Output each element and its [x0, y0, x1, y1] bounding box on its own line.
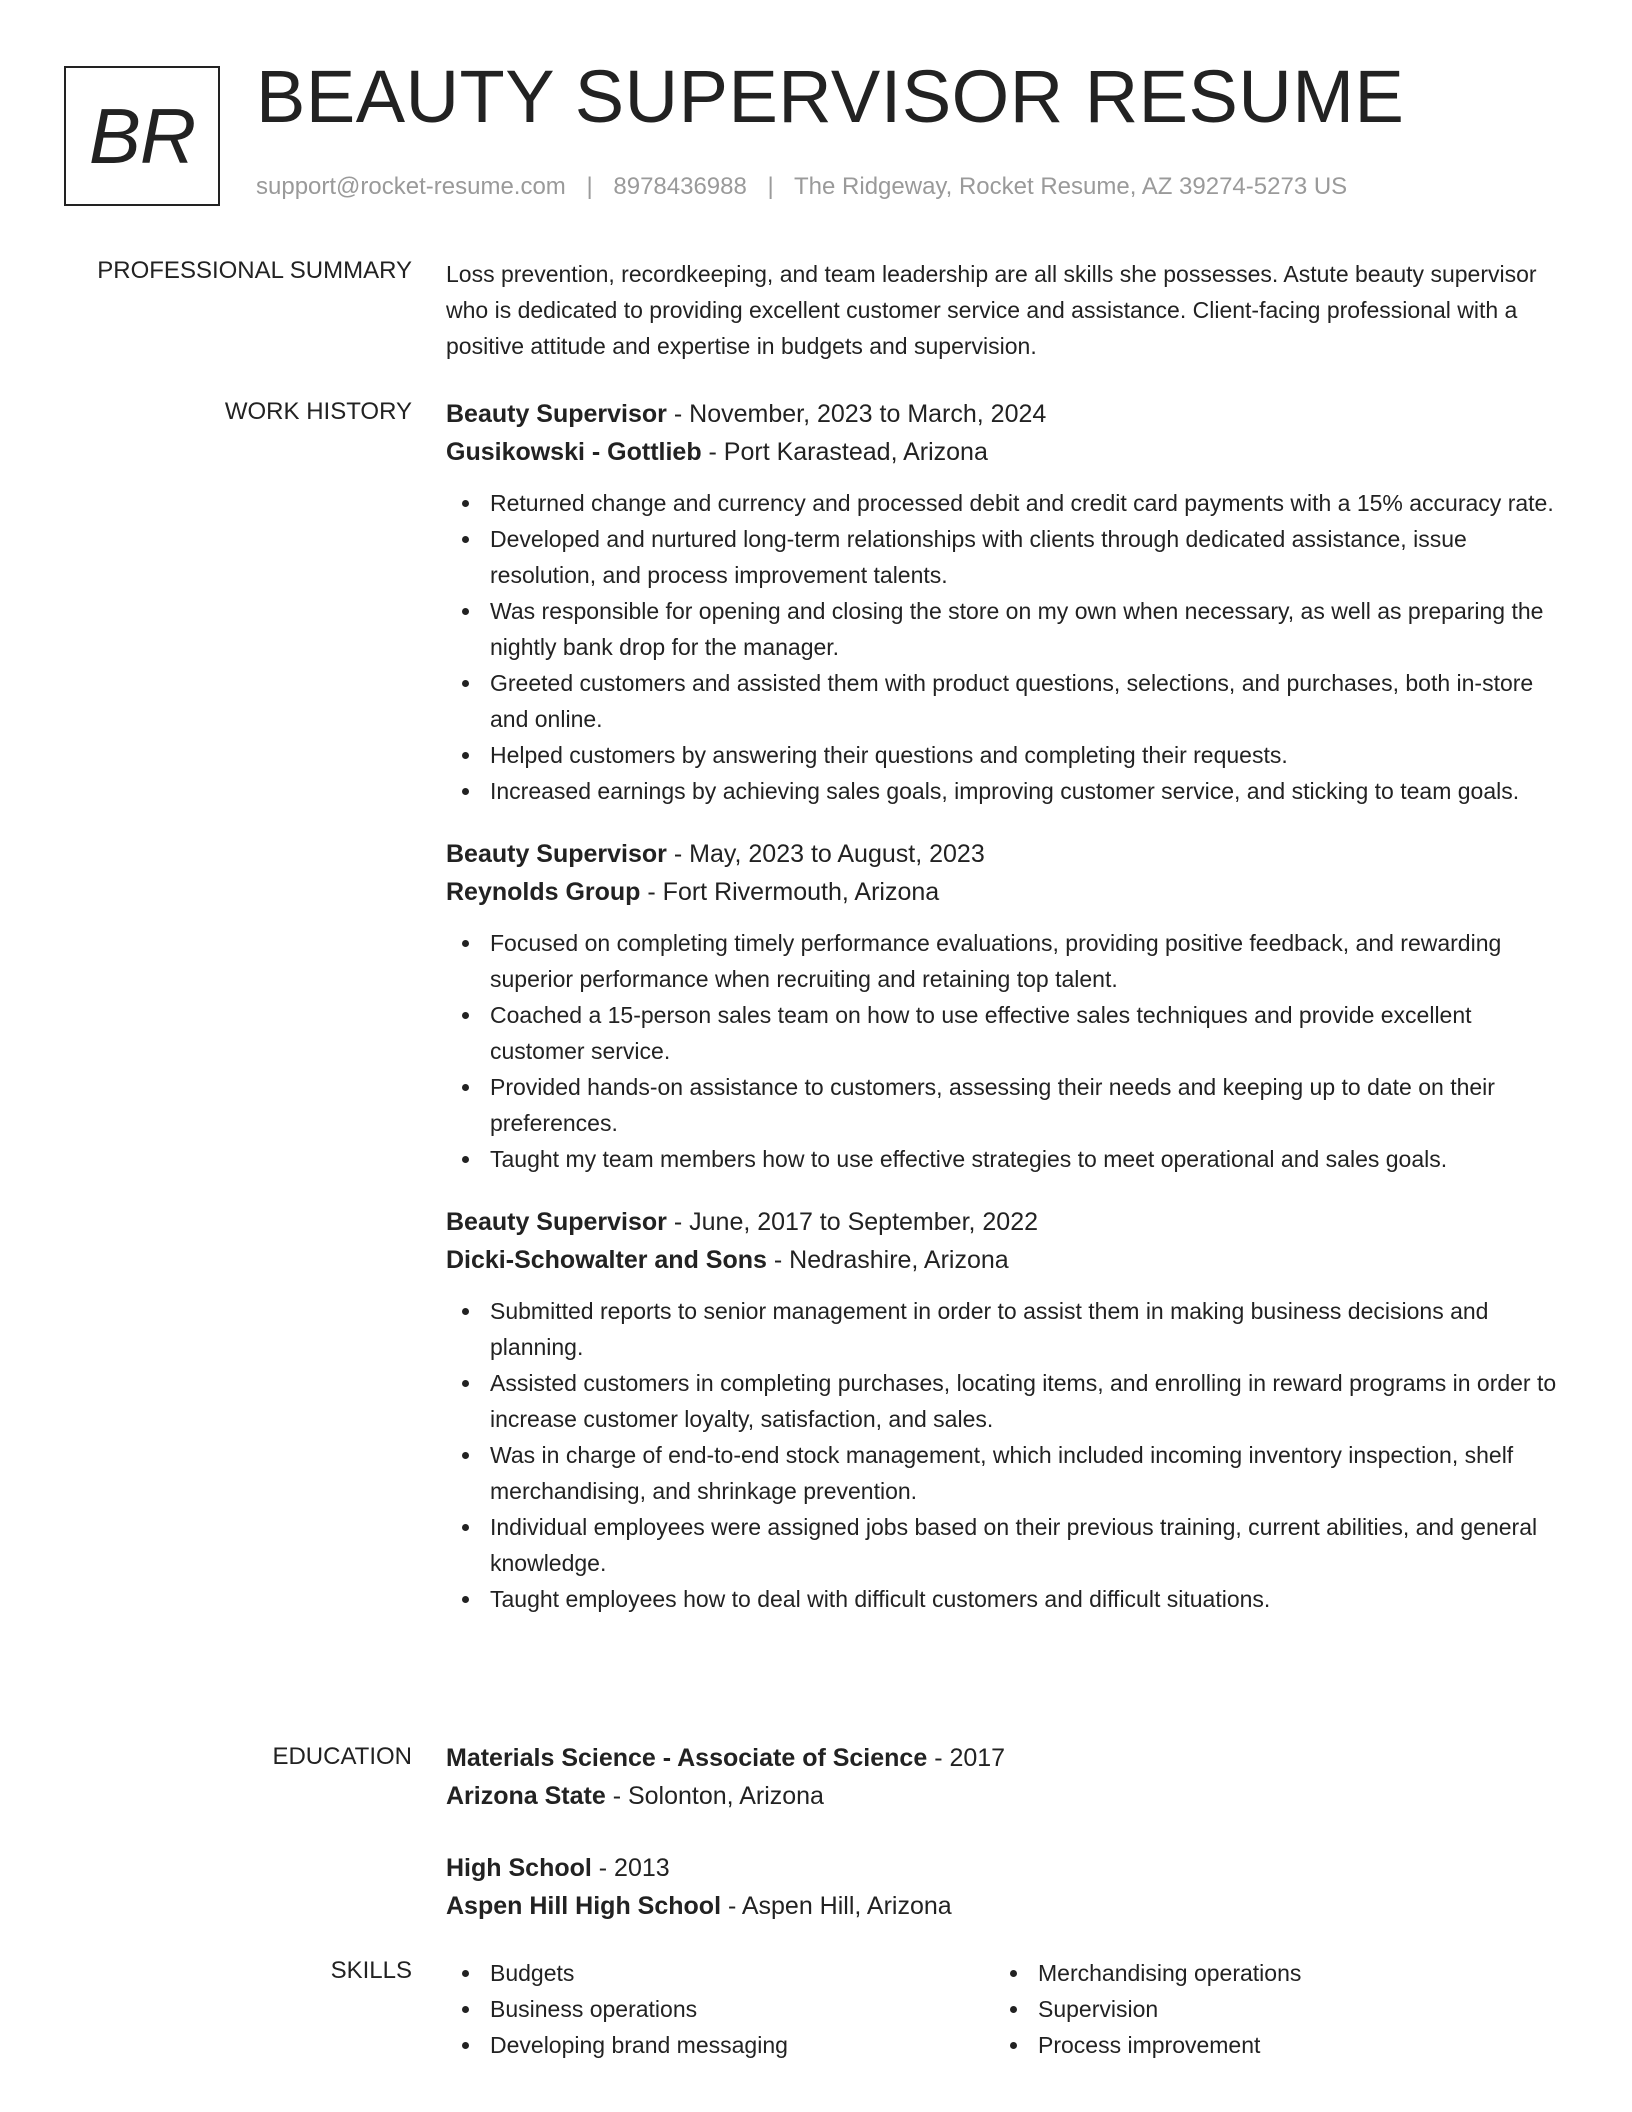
education-section [446, 1739, 1562, 1959]
job-bullets [446, 485, 1562, 809]
job-bullet: Was responsible for opening and closing the store on my own when necessary, as well as preparing the nightly bank drop for the manager. [446, 593, 1562, 665]
job-company-line [446, 1241, 1562, 1279]
education-year: - 2013 [591, 1854, 670, 1882]
job-title: Beauty Supervisor [446, 400, 667, 428]
job-bullet: Individual employees were assigned jobs based on their previous training, current abilities, and general knowledge. [446, 1509, 1562, 1581]
skills-grid [446, 1955, 1562, 2063]
job-company: Dicki-Schowalter and Sons [446, 1246, 767, 1274]
job-bullet: Increased earnings by achieving sales goals, improving customer service, and sticking to team goals. [446, 773, 1562, 809]
skills-column-left [446, 1955, 994, 2063]
education-location: - Aspen Hill, Arizona [721, 1892, 952, 1920]
contact-separator: | [586, 173, 593, 200]
education-degree: Materials Science - Associate of Science [446, 1744, 928, 1772]
job-bullets [446, 1293, 1562, 1617]
education-school: Aspen Hill High School [446, 1892, 722, 1920]
job-entry [446, 395, 1562, 809]
education-school: Arizona State [446, 1782, 606, 1810]
job-bullet: Submitted reports to senior management in order to assist them in making business decisions and planning. [446, 1293, 1562, 1365]
section-label-work-history: WORK HISTORY [224, 398, 412, 425]
job-title-line [446, 835, 1562, 873]
skill-item: Business operations [446, 1991, 994, 2027]
section-label-summary: PROFESSIONAL SUMMARY [97, 257, 412, 284]
work-history-section [446, 395, 1562, 1643]
job-company: Reynolds Group [446, 878, 641, 906]
job-title: Beauty Supervisor [446, 840, 667, 868]
education-entry [446, 1739, 1562, 1815]
contact-separator: | [767, 173, 774, 200]
skill-item: Supervision [994, 1991, 1542, 2027]
job-bullet: Assisted customers in completing purchases, locating items, and enrolling in reward programs in order to increase customer loyalty, satisfaction, and sales. [446, 1365, 1562, 1437]
page-title: BEAUTY SUPERVISOR RESUME [256, 55, 1405, 138]
job-title: Beauty Supervisor [446, 1208, 667, 1236]
job-bullet: Taught my team members how to use effective strategies to meet operational and sales goals. [446, 1141, 1562, 1177]
job-bullet: Focused on completing timely performance evaluations, providing positive feedback, and rewarding superior performance when recruiting and retaining top talent. [446, 925, 1562, 997]
job-bullet: Greeted customers and assisted them with product questions, selections, and purchases, both in-store and online. [446, 665, 1562, 737]
job-dates: - November, 2023 to March, 2024 [666, 400, 1047, 428]
job-bullet: Was in charge of end-to-end stock management, which included incoming inventory inspection, shelf merchandising, and shrinkage prevention. [446, 1437, 1562, 1509]
job-bullet: Helped customers by answering their questions and completing their requests. [446, 737, 1562, 773]
job-dates: - June, 2017 to September, 2022 [666, 1208, 1039, 1236]
education-degree-line [446, 1849, 1562, 1887]
monogram-logo: BR [64, 66, 220, 206]
job-bullet: Returned change and currency and processed debit and credit card payments with a 15% accuracy rate. [446, 485, 1562, 521]
summary-text: Loss prevention, recordkeeping, and team leadership are all skills she possesses. Astute beauty supervisor who is dedicated to providing excellent customer service and assistance. Client-facing professional with a positive attitude and expertise in budgets and supervision. [446, 261, 1537, 359]
education-location: - Solonton, Arizona [605, 1782, 824, 1810]
contact-email: support@rocket-resume.com [256, 173, 566, 200]
job-dates: - May, 2023 to August, 2023 [666, 840, 985, 868]
job-bullet: Taught employees how to deal with difficult customers and difficult situations. [446, 1581, 1562, 1617]
education-entry [446, 1849, 1562, 1925]
job-company-line [446, 873, 1562, 911]
education-school-line [446, 1777, 1562, 1815]
job-location: - Port Karastead, Arizona [701, 438, 988, 466]
job-bullets [446, 925, 1562, 1177]
education-degree-line [446, 1739, 1562, 1777]
job-location: - Fort Rivermouth, Arizona [640, 878, 940, 906]
job-title-line [446, 1203, 1562, 1241]
contact-line [256, 173, 1347, 201]
education-year: - 2017 [927, 1744, 1006, 1772]
job-bullet: Developed and nurtured long-term relationships with clients through dedicated assistance, issue resolution, and process improvement talents. [446, 521, 1562, 593]
skill-item: Process improvement [994, 2027, 1542, 2063]
education-school-line [446, 1887, 1562, 1925]
skill-item: Budgets [446, 1955, 994, 1991]
summary-section [446, 256, 1562, 364]
skills-column-right [994, 1955, 1542, 2063]
job-entry [446, 1203, 1562, 1617]
job-company-line [446, 433, 1562, 471]
contact-address: The Ridgeway, Rocket Resume, AZ 39274-5273 US [794, 173, 1348, 200]
contact-phone: 8978436988 [613, 173, 747, 200]
job-title-line [446, 395, 1562, 433]
job-bullet: Provided hands-on assistance to customers, assessing their needs and keeping up to date on their preferences. [446, 1069, 1562, 1141]
job-bullet: Coached a 15-person sales team on how to use effective sales techniques and provide excellent customer service. [446, 997, 1562, 1069]
job-location: - Nedrashire, Arizona [766, 1246, 1009, 1274]
job-entry [446, 835, 1562, 1177]
section-label-skills: SKILLS [330, 1957, 412, 1984]
education-degree: High School [446, 1854, 592, 1882]
skill-item: Developing brand messaging [446, 2027, 994, 2063]
skill-item: Merchandising operations [994, 1955, 1542, 1991]
skills-section [446, 1955, 1562, 2063]
section-label-education: EDUCATION [272, 1743, 412, 1770]
job-company: Gusikowski - Gottlieb [446, 438, 702, 466]
